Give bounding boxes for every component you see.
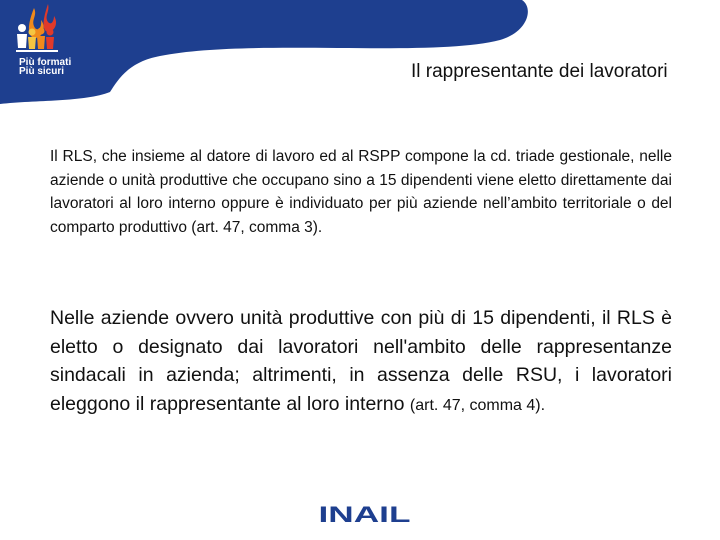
inail-logo-text: INAIL	[318, 503, 411, 525]
paragraph-2-text: Nelle aziende ovvero unità produttive con più di 15 dipendenti, il RLS è eletto o designato dai lavoratori nell'ambito delle rappresentanze sindacali in azienda; altrimenti, in assenza delle RSU, i lavoratori eleggono il rappresentante al loro interno	[50, 307, 672, 415]
piu-formati-piu-sicuri-logo	[8, 2, 74, 77]
logo-text-line2: Più sicuri	[19, 66, 65, 77]
slide-title: Il rappresentante dei lavoratori	[411, 61, 668, 82]
paragraph-2	[50, 304, 672, 420]
inail-logo	[317, 503, 412, 525]
paragraph-1: Il RLS, che insieme al datore di lavoro ed al RSPP compone la cd. triade gestionale, nelle aziende o unità produttive che occupano sino a 15 dipendenti viene eletto direttamente dai lavoratori al loro interno oppure è individuato per più aziende nell’ambito territoriale o del comparto produttivo (art. 47, comma 3).	[50, 148, 672, 236]
flame-figures-icon	[8, 2, 74, 54]
logo-text-line1: Più formati	[19, 57, 72, 68]
paragraph-2-reference: (art. 47, comma 4).	[409, 396, 546, 414]
